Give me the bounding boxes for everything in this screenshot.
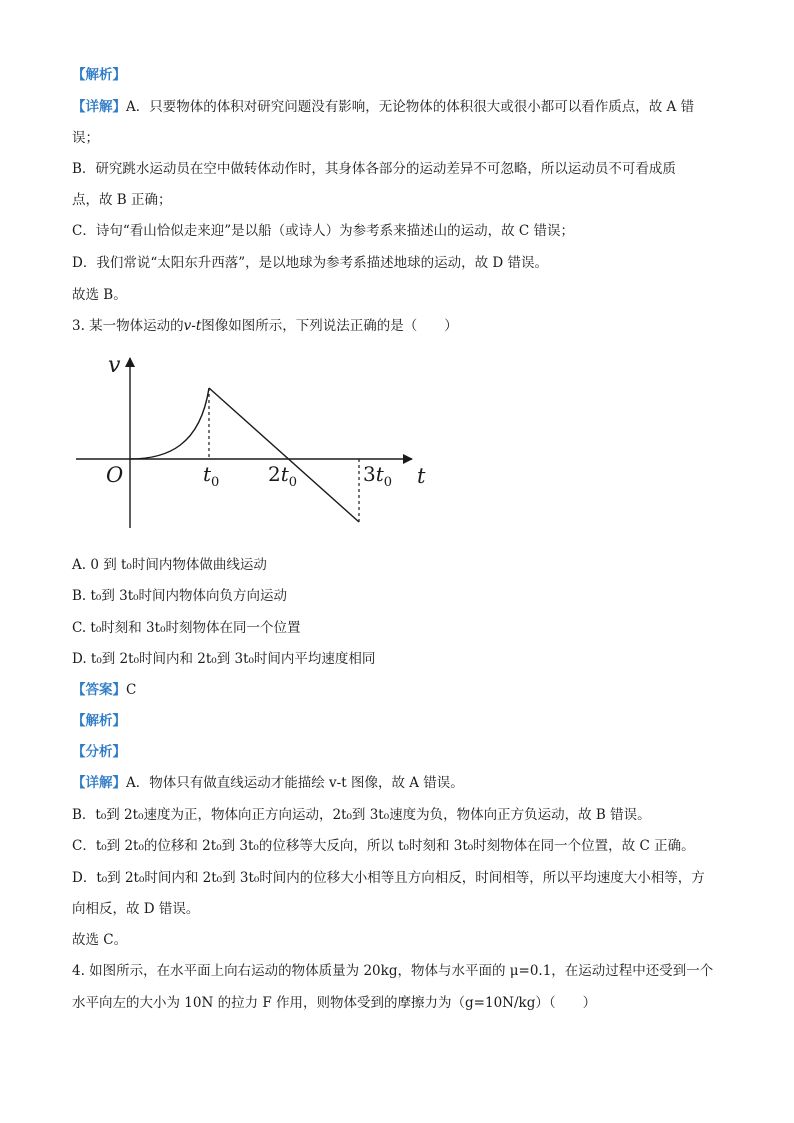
q3-option-b: B. t₀到 3t₀时间内物体向负方向运动 [72, 588, 288, 604]
2t0-label: $2t_0$ [268, 462, 298, 490]
q3-detail-a-text: A．物体只有做直线运动才能描绘 v-t 图像，故 A 错误。 [126, 775, 464, 791]
q3-option-c: C. t₀时刻和 3t₀时刻物体在同一个位置 [72, 620, 301, 636]
vt-graph [72, 348, 442, 538]
q2-detail-a-line2: 误； [72, 130, 99, 146]
q3-detail-d-line2: 向相反，故 D 错误。 [72, 901, 200, 917]
q3-option-d: D. t₀到 2t₀时间内和 2t₀到 3t₀时间内平均速度相同 [72, 651, 376, 667]
curve-segment [130, 388, 209, 459]
detail-tag: 【详解】 [72, 99, 126, 115]
q3-detail-c: C．t₀到 2t₀的位移和 2t₀到 3t₀的位移等大反向，所以 t₀时刻和 3t₀时刻物体在同一个位置，故 C 正确。 [72, 838, 695, 854]
origin-label: O [106, 463, 124, 487]
q2-detail-a-line1 [72, 98, 694, 116]
q2-detail-b-line1: B．研究跳水运动员在空中做转体动作时，其身体各部分的运动差异不可忽略，所以运动员不可看成质 [72, 161, 676, 177]
q2-conclusion: 故选 B。 [72, 287, 127, 303]
answer-line [72, 681, 136, 699]
q3-detail-d-line1: D．t₀到 2t₀时间内和 2t₀到 3t₀时间内的位移大小相等且方向相反，时间相等，所以平均速度大小相等，方 [72, 870, 705, 886]
q3-detail-a [72, 774, 464, 792]
analysis-tag-2: 【解析】 [72, 713, 126, 729]
t0-label: $t_0$ [203, 462, 220, 490]
q2-detail-c: C．诗句“看山恰似走来迎”是以船（或诗人）为参考系来描述山的运动，故 C 错误； [72, 223, 575, 239]
v-axis-label: v [108, 353, 121, 378]
fenxi-tag: 【分析】 [72, 744, 126, 760]
q3-stem-vt: v-t [183, 318, 202, 334]
q3-stem [72, 317, 458, 335]
linear-segment [209, 388, 359, 522]
q4-stem-line2: 水平向左的大小为 10N 的拉力 F 作用，则物体受到的摩擦力为（g=10N/kg）（ ） [72, 995, 597, 1011]
analysis-tag: 【解析】 [72, 67, 126, 83]
q3-stem-prefix: 3. 某一物体运动的 [72, 318, 184, 334]
answer-tag: 【答案】 [72, 682, 126, 698]
q2-detail-b-line2: 点，故 B 正确； [72, 192, 172, 208]
detail-tag-q3: 【详解】 [72, 775, 126, 791]
q3-option-a: A. 0 到 t₀时间内物体做曲线运动 [72, 557, 267, 573]
q2-detail-a-text: A．只要物体的体积对研究问题没有影响，无论物体的体积很大或很小都可以看作质点，故 A 错 [126, 99, 695, 115]
3t0-label: $3t_0$ [363, 462, 393, 490]
t-axis-label: t [417, 464, 426, 488]
q3-stem-suffix: 图像如图所示，下列说法正确的是（ ） [201, 318, 458, 334]
q2-detail-d: D．我们常说“太阳东升西落”，是以地球为参考系描述地球的运动，故 D 错误。 [72, 255, 549, 271]
answer-value: C [126, 682, 137, 698]
q3-detail-b: B．t₀到 2t₀速度为正，物体向正方向运动，2t₀到 3t₀速度为负，物体向正方负运动，故 B 错误。 [72, 807, 651, 823]
q4-stem-line1: 4. 如图所示，在水平面上向右运动的物体质量为 20kg，物体与水平面的 μ=0.1，在运动过程中还受到一个 [72, 963, 714, 979]
q3-conclusion: 故选 C。 [72, 932, 128, 948]
